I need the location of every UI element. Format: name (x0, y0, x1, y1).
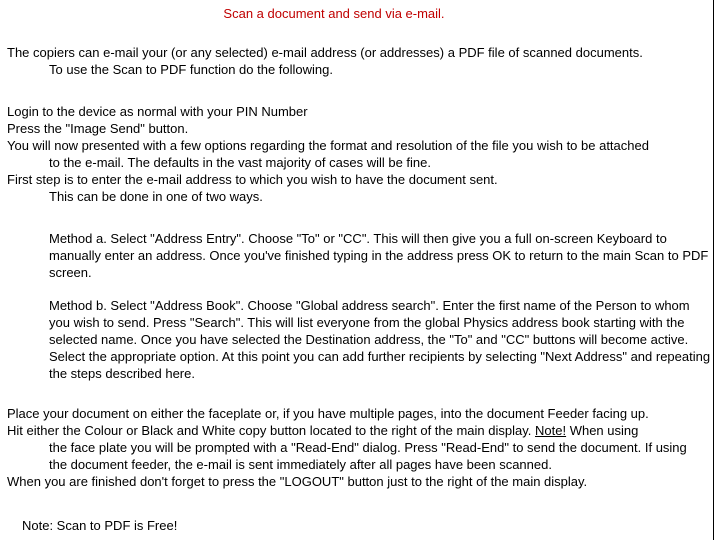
page-title: Scan a document and send via e-mail. (223, 6, 445, 21)
step-options-line-1: You will now presented with a few options regarding the format and resolution of the file you wish to be attached (7, 138, 649, 153)
step-options-line-2: to the e-mail. The defaults in the vast majority of cases will be fine. (49, 155, 431, 170)
step-login: Login to the device as normal with your PIN Number (7, 104, 308, 119)
step-press-image-send: Press the "Image Send" button. (7, 121, 189, 136)
method-a-paragraph: Method a. Select "Address Entry". Choose "To" or "CC". This will then give you a full on-screen Keyboard to manually enter an address. Once you've finished typing in the address press OK to return to the main Scan to PDF screen. (49, 231, 709, 280)
method-b-paragraph: Method b. Select "Address Book". Choose "Global address search". Enter the first name of the Person to whom you wish to send. Press "Search". This will list everyone from the global Physics address book starting with the selected name. Once you have selected the Destination address, the "To" and "CC" buttons will become active. Select the appropriate option. At this point you can add further recipients by selecting "Next Address" and repeating the steps described here. (49, 298, 711, 381)
note-emphasis: Note! (535, 423, 567, 438)
finish-logout: When you are finished don't forget to press the "LOGOUT" button just to the right of the main display. (7, 474, 588, 489)
finish-hit-button-suffix: When using (566, 423, 639, 438)
finish-place-document: Place your document on either the faceplate or, if you have multiple pages, into the document Feeder facing up. (7, 406, 649, 421)
finish-hit-button-line-1 (7, 422, 707, 439)
footer-note: Note: Scan to PDF is Free! (22, 518, 178, 533)
step-first-line-1: First step is to enter the e-mail address to which you wish to have the document sent. (7, 172, 498, 187)
finish-hit-button-rest: the face plate you will be prompted with a "Read-End" dialog. Press "Read-End" to send the document. If using the document feeder, the e-mail is sent immediately after all pages have been scanned. (49, 440, 687, 472)
step-first-line-2: This can be done in one of two ways. (49, 189, 263, 204)
intro-line-2: To use the Scan to PDF function do the following. (49, 62, 334, 77)
finish-block (7, 405, 707, 490)
intro-line-1: The copiers can e-mail your (or any selected) e-mail address (or addresses) a PDF file of scanned documents. (7, 45, 643, 60)
finish-hit-button-prefix: Hit either the Colour or Black and White copy button located to the right of the main display. (7, 423, 535, 438)
intro-paragraph (7, 44, 707, 78)
steps-block (7, 103, 707, 205)
